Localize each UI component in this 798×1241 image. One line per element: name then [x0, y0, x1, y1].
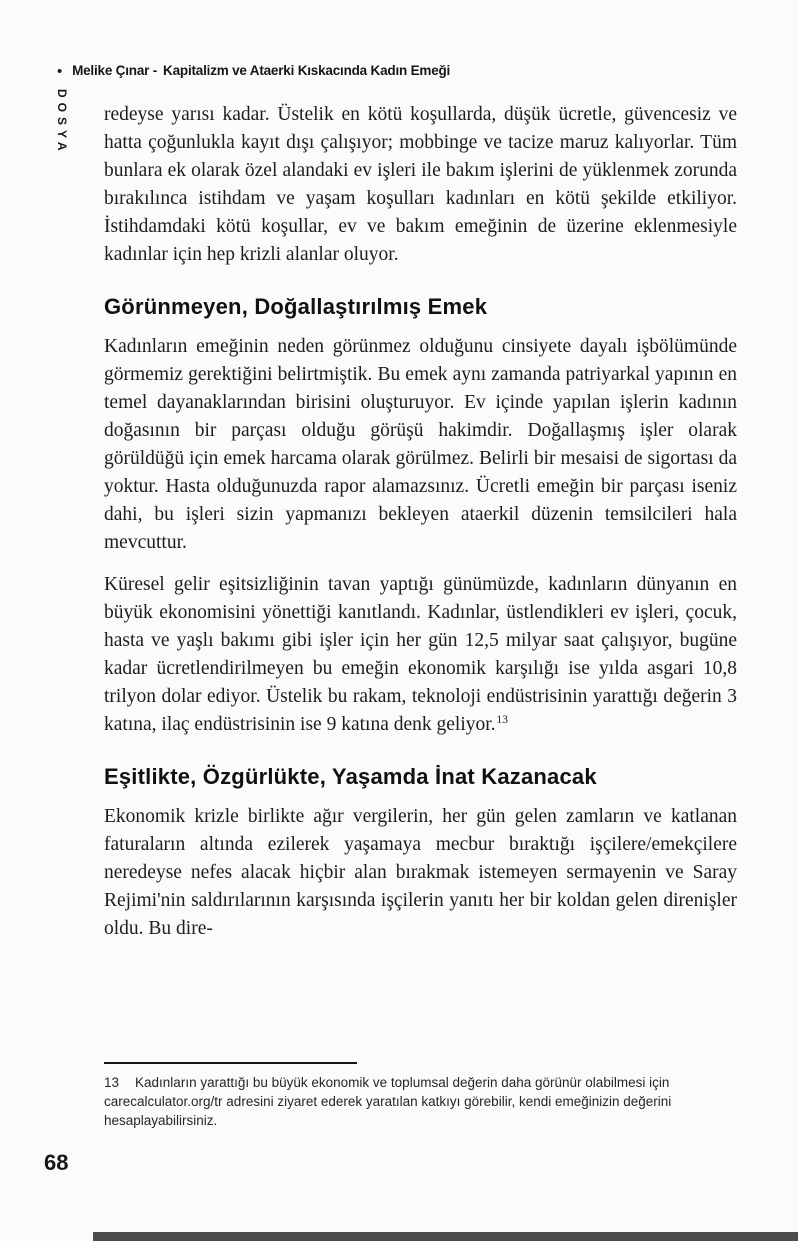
running-header: [57, 62, 450, 79]
section-heading-2: Eşitlikte, Özgürlükte, Yaşamda İnat Kazanacak: [104, 764, 597, 789]
paragraph-3-text: Küresel gelir eşitsizliğinin tavan yaptığı günümüzde, kadınların dünyanın en büyük ekonomisini yönettiği kanıtlandı. Kadınlar, üstlendikleri ev işleri, çocuk, hasta ve yaşlı bakımı gibi işler için her gün 12,5 milyar saat çalışıyor, bugüne kadar ücretlendirilmeyen bu emeğin ekonomik karşılığı ise yılda asgari 10,8 trilyon dolar ediyor. Üstelik bu rakam, teknoloji endüstrisinin yarattığı değerin 3 katına, ilaç endüstrisinin ise 9 katına denk geliyor.: [104, 574, 737, 735]
footnote-area: [104, 1062, 736, 1130]
header-author: Melike Çınar -: [72, 63, 158, 78]
footnote-text: Kadınların yarattığı bu büyük ekonomik ve toplumsal değerin daha görünür olabilmesi için carecalculator.org/tr adresini ziyaret ederek yaratılan katkıyı görebilir, kendi emeğinizin değerini hesaplayabilirsiniz.: [104, 1075, 672, 1128]
section-heading-1: Görünmeyen, Doğallaştırılmış Emek: [104, 294, 488, 319]
footnote-13: [104, 1073, 736, 1130]
page-number: 68: [44, 1150, 69, 1175]
body-paragraph-4: Ekonomik krizle birlikte ağır vergilerin, her gün gelen zamların ve katlanan faturaların altında ezilerek yaşamaya mecbur bıraktığı işçilere/emekçilere neredeyse nefes alacak hiçbir alan bırakmak istemeyen sermayenin ve Saray Rejimi'nin saldırılarının karşısında işçilerin yanıtı her bir koldan gelen direnişler oldu. Bu dire-: [104, 806, 737, 939]
section-label-dosya: DOSYA: [55, 89, 69, 156]
header-bullet-icon: •: [57, 63, 63, 80]
footnote-reference-13: 13: [496, 713, 508, 726]
header-book-title: Kapitalizm ve Ataerki Kıskacında Kadın Emeği: [163, 63, 451, 78]
body-paragraph-2: Kadınların emeğinin neden görünmez olduğunu cinsiyete dayalı işbölümünde görmemiz gerektiğini belirtmiştik. Bu emek aynı zamanda patriyarkal yapının en temel dayanaklarından birisini oluşturuyor. Ev içinde yapılan işlerin kadının doğasının bir parçası olduğu görüşü hakimdir. Doğallaşmış işler olarak görüldüğü için emek harcama olarak görülmez. Belirli bir mesaisi de sigortası da yoktur. Hasta olduğunuzda rapor alamazsınız. Ücretli emeğin bir parçası iseniz dahi, bu işleri sizin yapmanızı bekleyen ataerkil düzenin temsilcileri hala mevcuttur.: [104, 336, 737, 553]
page-content: [104, 101, 737, 957]
body-paragraph-3: [104, 571, 737, 739]
footnote-divider: [104, 1062, 357, 1064]
body-paragraph-1: redeyse yarısı kadar. Üstelik en kötü koşullarda, düşük ücretle, güvencesiz ve hatta çoğunlukla kayıt dışı çalışıyor; mobbinge ve tacize maruz kalıyorlar. Tüm bunlara ek olarak özel alandaki ev işleri ile bakım işlerini de yüklenmek zorunda bırakılınca istihdam ve yaşam koşulları kadınları en kötü şekilde etkiliyor. İstihdamdaki kötü koşullar, ev ve bakım emeğinin de üzerine eklenmesiyle kadınlar için hep krizli alanlar oluyor.: [104, 104, 737, 265]
scan-edge-bar: [93, 1232, 798, 1241]
footnote-number: 13: [104, 1075, 120, 1090]
